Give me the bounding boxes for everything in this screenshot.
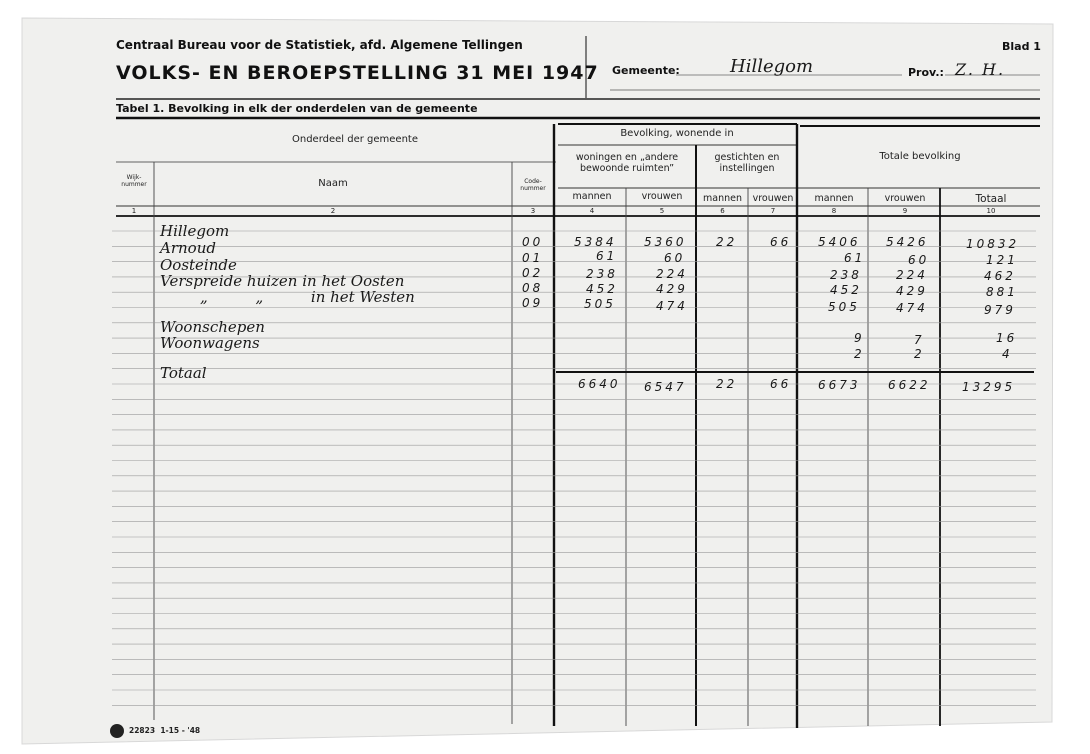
row-code: 08 [522, 281, 544, 295]
table-caption: Tabel 1. Bevolking in elk der onderdelen van de gemeente [116, 102, 478, 115]
cell-totale-vrouwen: 224 [896, 268, 928, 282]
cell-woningen-vrouwen: 429 [656, 282, 688, 296]
cell-totaal: 121 [986, 253, 1018, 267]
municipality-value: Hillegom [730, 56, 814, 77]
cell-woningen-mannen: 238 [586, 267, 618, 281]
cell-totale-mannen: 61 [844, 251, 866, 265]
header-onderdeel: Onderdeel der gemeente [291, 134, 418, 145]
cell-woningen-mannen: 6640 [578, 377, 621, 391]
header-code: Code-nummer [520, 178, 546, 192]
row-code: 02 [522, 266, 544, 280]
cell-gestichten-mannen: 22 [716, 377, 738, 391]
header-wijk: Wijk-nummer [121, 174, 147, 188]
cell-totale-vrouwen: 474 [896, 301, 928, 315]
cell-gestichten-vrouwen: 66 [770, 377, 792, 391]
cell-totale-mannen: 5406 [818, 235, 861, 249]
cell-totale-vrouwen: 60 [908, 253, 930, 267]
header-naam: Naam [318, 178, 348, 189]
row-name: Oosteinde [160, 256, 237, 274]
cell-woningen-mannen: 5384 [574, 235, 617, 249]
row-name-totaal: Totaal [160, 364, 207, 382]
col-number-7: 7 [770, 207, 776, 215]
cell-totaal: 881 [986, 285, 1018, 299]
row-code: 09 [522, 296, 544, 310]
form-code: 22823 1-15 - '48 [129, 726, 201, 735]
header-totale-mannen: mannen [814, 193, 854, 204]
printer-logo-icon [110, 724, 124, 738]
header-woningen-vrouwen: vrouwen [641, 191, 683, 202]
cell-totale-vrouwen: 5426 [886, 235, 929, 249]
cell-gestichten-vrouwen: 66 [770, 235, 792, 249]
municipality-label: Gemeente: [612, 64, 680, 77]
cell-totale-mannen: 238 [830, 268, 862, 282]
cell-gestichten-mannen: 22 [716, 235, 738, 249]
row-name: Woonschepen [160, 318, 265, 336]
province-label: Prov.: [908, 66, 944, 79]
cell-totale-mannen: 2 [854, 347, 865, 361]
cell-woningen-vrouwen: 60 [664, 251, 686, 265]
header-woningen-mannen: mannen [572, 191, 612, 202]
row-code: 01 [522, 251, 544, 265]
col-number-6: 6 [720, 207, 725, 215]
header-totale-bevolking: Totale bevolking [879, 151, 961, 162]
cell-woningen-vrouwen: 224 [656, 267, 688, 281]
sheet-number: Blad 1 [1002, 40, 1041, 53]
cell-woningen-mannen: 61 [596, 249, 618, 263]
row-name: Hillegom [160, 222, 230, 240]
cell-totaal: 4 [1002, 347, 1013, 361]
row-code: 00 [522, 235, 544, 249]
header-bevolking: Bevolking, wonende in [620, 128, 734, 139]
cell-woningen-mannen: 452 [586, 282, 618, 296]
cell-totaal: 10832 [966, 237, 1020, 251]
cell-totale-mannen: 452 [830, 283, 862, 297]
header-totaal: Totaal [975, 193, 1007, 205]
cell-totale-mannen: 505 [828, 300, 860, 314]
province-value: Z. H. [955, 60, 1006, 79]
col-number-1: 1 [131, 207, 137, 215]
col-number-10: 10 [986, 207, 996, 215]
header-totale-vrouwen: vrouwen [884, 193, 926, 204]
header-gestichten-vrouwen: vrouwen [752, 193, 794, 204]
form-title: VOLKS- EN BEROEPSTELLING 31 MEI 1947 [116, 62, 599, 84]
cell-totale-mannen: 6673 [818, 378, 861, 392]
cell-woningen-vrouwen: 474 [656, 299, 688, 313]
cell-totale-vrouwen: 6622 [888, 378, 931, 392]
cell-totale-mannen: 9 [854, 331, 865, 345]
cell-woningen-vrouwen: 6547 [644, 380, 687, 394]
header-gestichten-mannen: mannen [703, 193, 742, 204]
agency-title: Centraal Bureau voor de Statistiek, afd. Algemene Tellingen [116, 38, 523, 52]
row-name: Verspreide huizen in het Oosten [160, 272, 405, 290]
header-gestichten: gestichten en instellingen [714, 152, 780, 174]
cell-totale-vrouwen: 2 [914, 347, 925, 361]
col-number-5: 5 [659, 207, 665, 215]
col-number-3: 3 [530, 207, 536, 215]
col-number-8: 8 [831, 207, 837, 215]
row-name: Woonwagens [160, 334, 260, 352]
cell-totaal: 979 [984, 303, 1016, 317]
cell-woningen-vrouwen: 5360 [644, 235, 687, 249]
cell-totale-vrouwen: 7 [914, 333, 925, 347]
cell-totaal: 16 [996, 331, 1018, 345]
cell-woningen-mannen: 505 [584, 297, 616, 311]
cell-totaal: 13295 [962, 380, 1016, 394]
cell-totale-vrouwen: 429 [896, 284, 928, 298]
col-number-9: 9 [902, 207, 908, 215]
row-name: „ „ in het Westen [200, 288, 415, 306]
col-number-4: 4 [589, 207, 595, 215]
row-name: Arnoud [160, 239, 216, 257]
cell-totaal: 462 [984, 269, 1016, 283]
col-number-2: 2 [330, 207, 336, 215]
header-woningen: woningen en „andere bewoonde ruimten” [575, 152, 679, 174]
